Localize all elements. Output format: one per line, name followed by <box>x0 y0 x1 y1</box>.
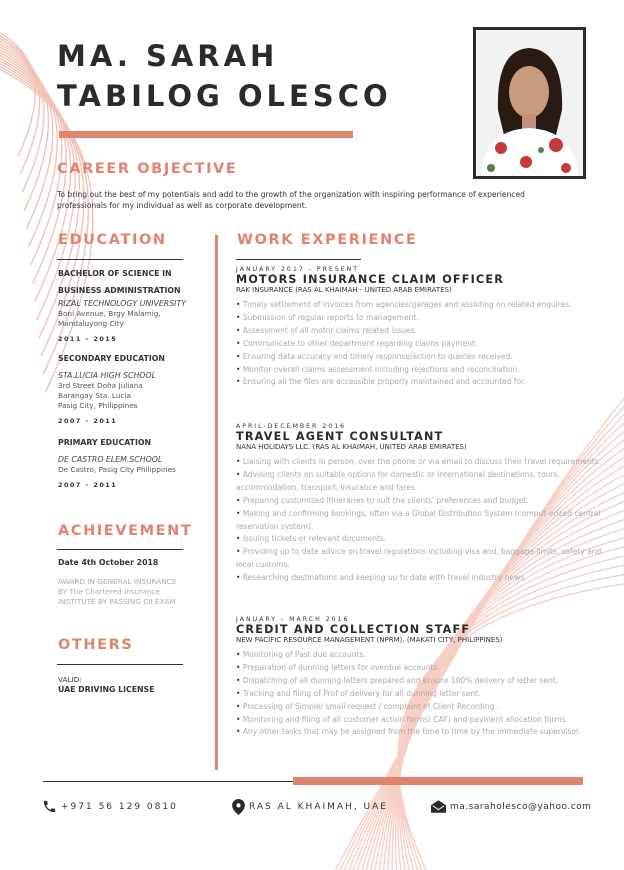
job-company: NEW PACIFIC RESOURCE MANAGEMENT (NPRM). (MAKATI CITY, PHILIPPINES) <box>236 636 503 644</box>
job-date: JANUARY 2017 - PRESENT <box>236 266 360 273</box>
achievement-text: BY The Chartered Insurance <box>58 587 160 596</box>
duty-item: • Dispatching of all dunning letters prepared and ensure 100% delivery of letter sent. <box>236 675 606 688</box>
years: 2007 - 2011 <box>58 481 118 489</box>
duty-item: • Preparing customized itineraries to suit the clients' preferences and budget. <box>236 495 606 508</box>
school-address: De Castro, Pasig City Philippines <box>58 465 176 474</box>
duty-item: • Timely settlement of invoices from agencies/garages and assisting on related enquires. <box>236 299 606 312</box>
achievement-text: INSTITUTE BY PASSING CII EXAM <box>58 597 176 606</box>
column-divider <box>215 235 218 770</box>
degree-title: BUSINESS ADMINISTRATION <box>58 286 181 295</box>
duty-item: • Any other tasks that may be assigned from the time to time by the immediate supervisor. <box>236 726 606 739</box>
school-address: Boni Avenue, Brgy Malamig, <box>58 309 161 318</box>
school-address: Barangay Sta. Lucia <box>58 391 131 400</box>
duty-item: • Communicate to other department regarding claims payment. <box>236 338 606 351</box>
job-duties <box>236 456 606 585</box>
duty-item: • Submission of regular reports to management. <box>236 312 606 325</box>
education-heading: EDUCATION <box>58 232 167 248</box>
job-duties <box>236 299 606 389</box>
job-title: CREDIT AND COLLECTION STAFF <box>236 623 471 636</box>
duty-item: • Providing up to date advice on travel regulations including visa and, baggage limits, safety and local customs. <box>236 546 606 572</box>
job-date: JANUARY - MARCH 2016 <box>236 616 350 623</box>
job-entry <box>236 616 606 739</box>
email-address: ma.saraholesco@yahoo.com <box>450 801 592 812</box>
job-company: NANA HOLIDAYS LLC. (RAS AL KHAIMAH, UNITED ARAB EMIRATES) <box>236 443 467 451</box>
job-company: RAK INSURANCE (RAS AL KHAIMAH - UNITED ARAB EMIRATES) <box>236 286 452 294</box>
education-item <box>58 350 213 425</box>
duty-item: • Issuing tickets or relevant documents. <box>236 533 606 546</box>
divider <box>57 664 183 665</box>
degree-title: SECONDARY EDUCATION <box>58 354 165 363</box>
job-entry <box>236 266 606 389</box>
name-line-1: MA. SARAH <box>57 39 279 73</box>
years: 2011 - 2015 <box>58 335 118 343</box>
job-entry <box>236 423 606 585</box>
duty-item: • Monitoring and filing of all customer action forms( CAF) and payment allocation forms. <box>236 714 606 727</box>
footer-accent-bar <box>293 777 583 785</box>
phone-icon <box>42 799 57 814</box>
others-label: VALID: <box>58 675 82 684</box>
achievement-text: AWARD IN GENERAL INSURANCE <box>58 577 177 586</box>
duty-item: • Monitor overall claims assessment including rejections and reconciliation. <box>236 364 606 377</box>
duty-item: • Ensuring all the files are accessible properly maintained and accounted for. <box>236 376 606 389</box>
education-item <box>58 265 213 343</box>
education-item <box>58 434 213 489</box>
duty-item: • Advising clients on suitable options for domestic or international destinations, tours, accommodation, transport, insurance and fares. <box>236 469 606 495</box>
degree-title: PRIMARY EDUCATION <box>58 438 152 447</box>
years: 2007 - 2011 <box>58 417 118 425</box>
contact-phone[interactable] <box>42 799 178 814</box>
school-name: DE CASTRO ELEM.SCHOOL <box>58 455 163 464</box>
school-name: STA.LUCIA HIGH SCHOOL <box>58 371 156 380</box>
profile-photo <box>473 27 586 179</box>
envelope-icon <box>431 800 446 813</box>
candidate-name <box>57 36 392 116</box>
duty-item: • Liaising with clients in person, over the phone or via email to discuss their travel requirements. <box>236 456 606 469</box>
school-address: Pasig City, Philippines <box>58 401 138 410</box>
job-title: TRAVEL AGENT CONSULTANT <box>236 430 444 443</box>
name-underline-bar <box>59 131 353 138</box>
footer-divider <box>43 781 293 782</box>
duty-item: • Researching destinations and keeping up to date with travel industry news. <box>236 572 606 585</box>
achievement-date: Date 4th October 2018 <box>58 558 159 567</box>
duty-item: • Tracking and filing of Prof of delivery for all dunning letter sent. <box>236 688 606 701</box>
others-heading: OTHERS <box>58 637 134 653</box>
others-value: UAE DRIVING LICENSE <box>58 685 155 694</box>
name-line-2: TABILOG OLESCO <box>57 79 392 113</box>
job-date: APRIL-DECEMBER 2016 <box>236 423 347 430</box>
contact-email[interactable] <box>431 800 591 813</box>
school-address: Mandaluyong City <box>58 319 124 328</box>
wave-line <box>0 35 53 229</box>
duty-item: • Assessment of all motor claims related issues. <box>236 325 606 338</box>
duty-item: • Preparation of dunning letters for overdue accounts. <box>236 662 606 675</box>
location-pin-icon <box>232 799 245 815</box>
phone-number: +971 56 129 0810 <box>61 801 178 812</box>
achievement-block <box>58 558 218 607</box>
job-duties <box>236 649 606 739</box>
degree-title: BACHELOR OF SCIENCE IN <box>58 269 172 278</box>
career-objective-heading: CAREER OBJECTIVE <box>57 161 238 177</box>
duty-item: • Making and confirming bookings, often via a Global Distribution System (comput-erized central reservation system). <box>236 508 606 534</box>
job-title: MOTORS INSURANCE CLAIM OFFICER <box>236 273 505 286</box>
duty-item: • Ensuring data accuracy and timely response/action to queries received. <box>236 351 606 364</box>
school-name: RIZAL TECHNOLOGY UNIVERSITY <box>58 299 186 308</box>
career-objective-text: To bring out the best of my potentials and add to the growth of the organization with inspiring performance of experienced professionals for my individual as well as corporate development. <box>57 190 525 210</box>
achievement-heading: ACHIEVEMENT <box>58 523 193 539</box>
duty-item: • Processing of Simple/ small request / complaint of Client Recording . <box>236 701 606 714</box>
education-list <box>58 265 213 489</box>
divider <box>57 549 183 550</box>
contact-location <box>232 799 388 815</box>
others-block <box>58 675 155 694</box>
divider <box>236 259 361 260</box>
location-text: RAS AL KHAIMAH, UAE <box>249 802 388 812</box>
duty-item: • Monitoring of Past due accounts. <box>236 649 606 662</box>
work-experience-heading: WORK EXPERIENCE <box>237 232 418 248</box>
divider <box>57 259 183 260</box>
school-address: 3rd Street Doña Juliana <box>58 381 143 390</box>
